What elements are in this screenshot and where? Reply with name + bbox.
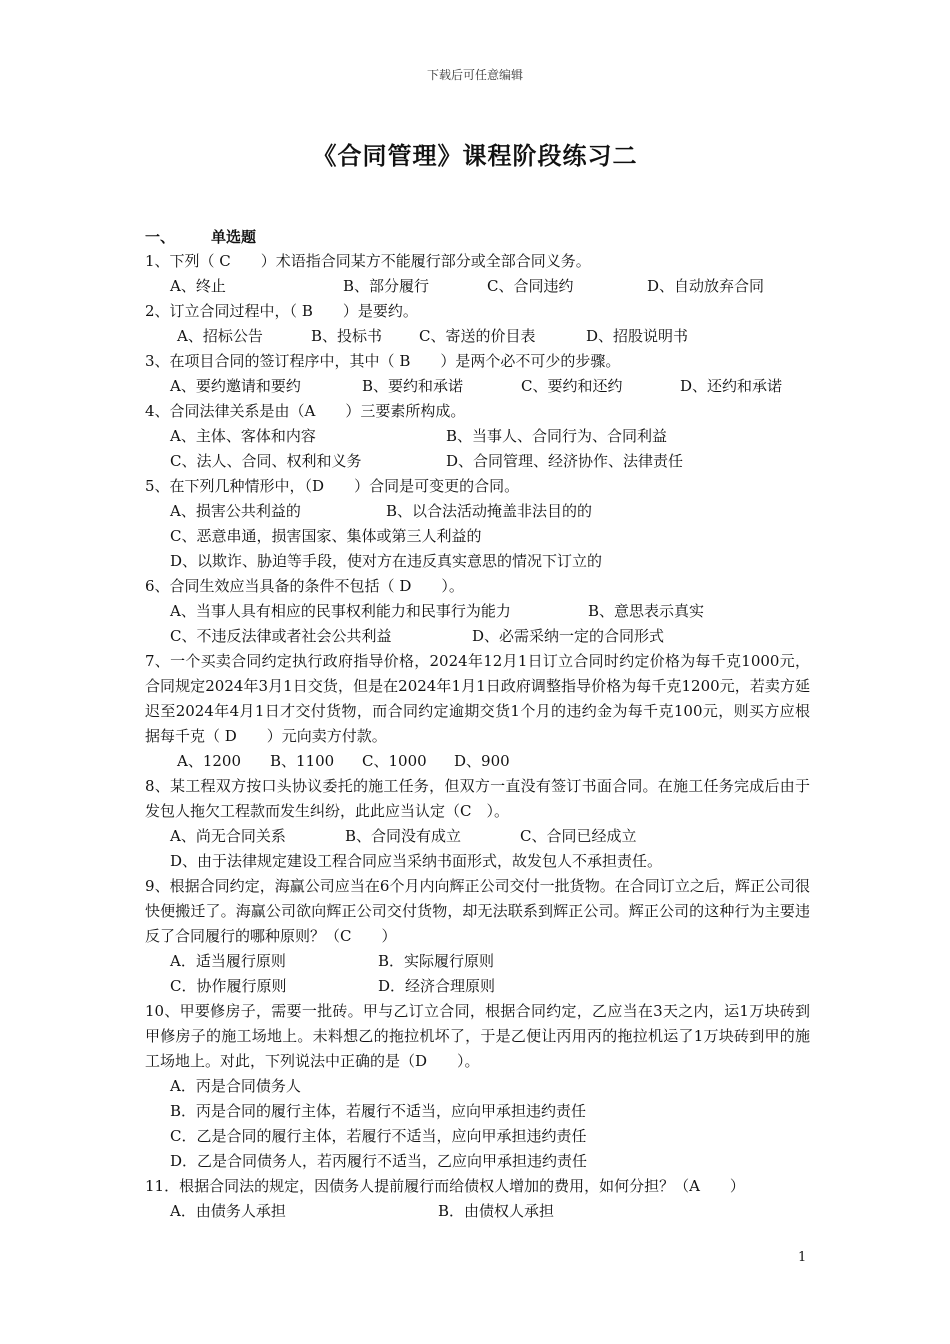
option-d: D、900 [454,752,510,770]
option-c: C、不违反法律或者社会公共利益 [170,627,392,645]
question-10-stem: 10、甲要修房子，需要一批砖。甲与乙订立合同，根据合同约定，乙应当在3天之内，运1万块砖到甲修房子的施工场地上。未料想乙的拖拉机坏了，于是乙便让丙用丙的拖拉机运了1万块砖到甲的施工场地上。对此，下列说法中正确的是（D ）。 [145,1002,810,1070]
question-5-stem: 5、在下列几种情形中，（D ）合同是可变更的合同。 [145,477,520,495]
section-label: 单选题 [211,228,257,246]
question-9-options-row-1 [145,949,810,974]
option-a: A、招标公告 [177,327,263,345]
question-8-options-row-1 [145,824,810,849]
question-9-options-row-2 [145,974,810,999]
question-11-stem: 11．根据合同法的规定，因债务人提前履行而给债权人增加的费用，如何分担？（A ） [145,1177,745,1195]
option-c: C、寄送的价目表 [419,327,536,345]
question-list [145,249,810,1224]
option-c: C、要约和还约 [521,377,623,395]
question-2-stem: 2、订立合同过程中，（ B ）是要约。 [145,302,418,320]
option-d: D、还约和承诺 [680,377,783,395]
option-b: B、以合法活动掩盖非法目的的 [386,502,593,520]
question-6-options-row-1 [145,599,810,624]
question-4-stem: 4、合同法律关系是由（A ）三要素所构成。 [145,402,466,420]
question-4-options-row-1 [145,424,810,449]
question-1-options [145,274,810,299]
option-a: A、要约邀请和要约 [170,377,301,395]
question-2-options [145,324,810,349]
option-b: B、意思表示真实 [588,602,705,620]
question-9-stem: 9、根据合同约定，海赢公司应当在6个月内向辉正公司交付一批货物。在合同订立之后，辉正公司很快便搬迁了。海赢公司欲向辉正公司交付货物，却无法联系到辉正公司。辉正公司的这种行为主要违反了合同履行的哪种原则？（C ） [145,877,810,945]
option-a: A．适当履行原则 [170,952,286,970]
option-b: B．实际履行原则 [378,952,495,970]
question-4-options-row-2 [145,449,810,474]
question-10-option-c: C．乙是合同的履行主体，若履行不适当，应向甲承担违约责任 [170,1127,587,1145]
question-6-stem: 6、合同生效应当具备的条件不包括（ D ）。 [145,577,464,595]
option-b: B、1100 [270,752,335,770]
option-c: C、法人、合同、权利和义务 [170,452,362,470]
option-c: C、合同违约 [487,277,574,295]
option-b: B．由债权人承担 [438,1202,555,1220]
question-3-options [145,374,810,399]
option-d: D、合同管理、经济协作、法律责任 [446,452,684,470]
option-b: B、部分履行 [343,277,430,295]
question-8-stem: 8、某工程双方按口头协议委托的施工任务，但双方一直没有签订书面合同。在施工任务完成后由于发包人拖欠工程款而发生纠纷，此此应当认定（C ）。 [145,777,810,820]
option-b: B、投标书 [311,327,383,345]
question-10-option-a: A．丙是合同债务人 [170,1077,301,1095]
question-5-option-d: D、以欺诈、胁迫等手段，使对方在违反真实意思的情况下订立的 [170,552,603,570]
question-3-stem: 3、在项目合同的签订程序中，其中（ B ）是两个必不可少的步骤。 [145,352,621,370]
question-5-options-row-1 [145,499,810,524]
option-a: A、终止 [170,277,226,295]
option-d: D、必需采纳一定的合同形式 [472,627,665,645]
option-a: A、主体、客体和内容 [170,427,316,445]
page-number: 1 [798,1250,807,1265]
question-10-option-d: D．乙是合同债务人，若丙履行不适当，乙应向甲承担违约责任 [170,1152,588,1170]
option-c: C、1000 [362,752,427,770]
section-number: 一、 [145,228,176,246]
question-10-option-b: B．丙是合同的履行主体，若履行不适当，应向甲承担违约责任 [170,1102,587,1120]
question-11-options [145,1199,810,1224]
option-a: A、尚无合同关系 [170,827,286,845]
option-b: B、合同没有成立 [345,827,462,845]
question-7-options [145,749,810,774]
header-note: 下载后可任意编辑 [426,68,523,82]
option-a: A．由债务人承担 [170,1202,286,1220]
question-1-stem: 1、下列（ C ）术语指合同某方不能履行部分或全部合同义务。 [145,252,591,270]
question-6-options-row-2 [145,624,810,649]
option-d: D、招股说明书 [586,327,689,345]
option-a: A、损害公共利益的 [170,502,301,520]
question-5-option-c: C、恶意串通，损害国家、集体或第三人利益的 [170,527,482,545]
option-b: B、当事人、合同行为、合同利益 [446,427,668,445]
option-a: A、当事人具有相应的民事权利能力和民事行为能力 [170,602,511,620]
page-title: 《合同管理》课程阶段练习二 [312,142,638,170]
option-d: D、自动放弃合同 [647,277,765,295]
option-d: D．经济合理原则 [378,977,496,995]
option-c: C．协作履行原则 [170,977,287,995]
question-7-stem: 7、一个买卖合同约定执行政府指导价格，2024年12月1日订立合同时约定价格为每千克1000元，合同规定2024年3月1日交货，但是在2024年1月1日政府调整指导价格为每千克1200元，若卖方延迟至2024年4月1日才交付货物，而合同约定逾期交货1个月的违约金为每千克100元，则买方应根据每千克（ D ）元向卖方付款。 [145,652,810,745]
option-a: A、1200 [177,752,242,770]
option-c: C、合同已经成立 [520,827,637,845]
section-heading [145,226,256,247]
question-8-option-d: D、由于法律规定建设工程合同应当采纳书面形式，故发包人不承担责任。 [170,852,663,870]
option-b: B、要约和承诺 [362,377,464,395]
